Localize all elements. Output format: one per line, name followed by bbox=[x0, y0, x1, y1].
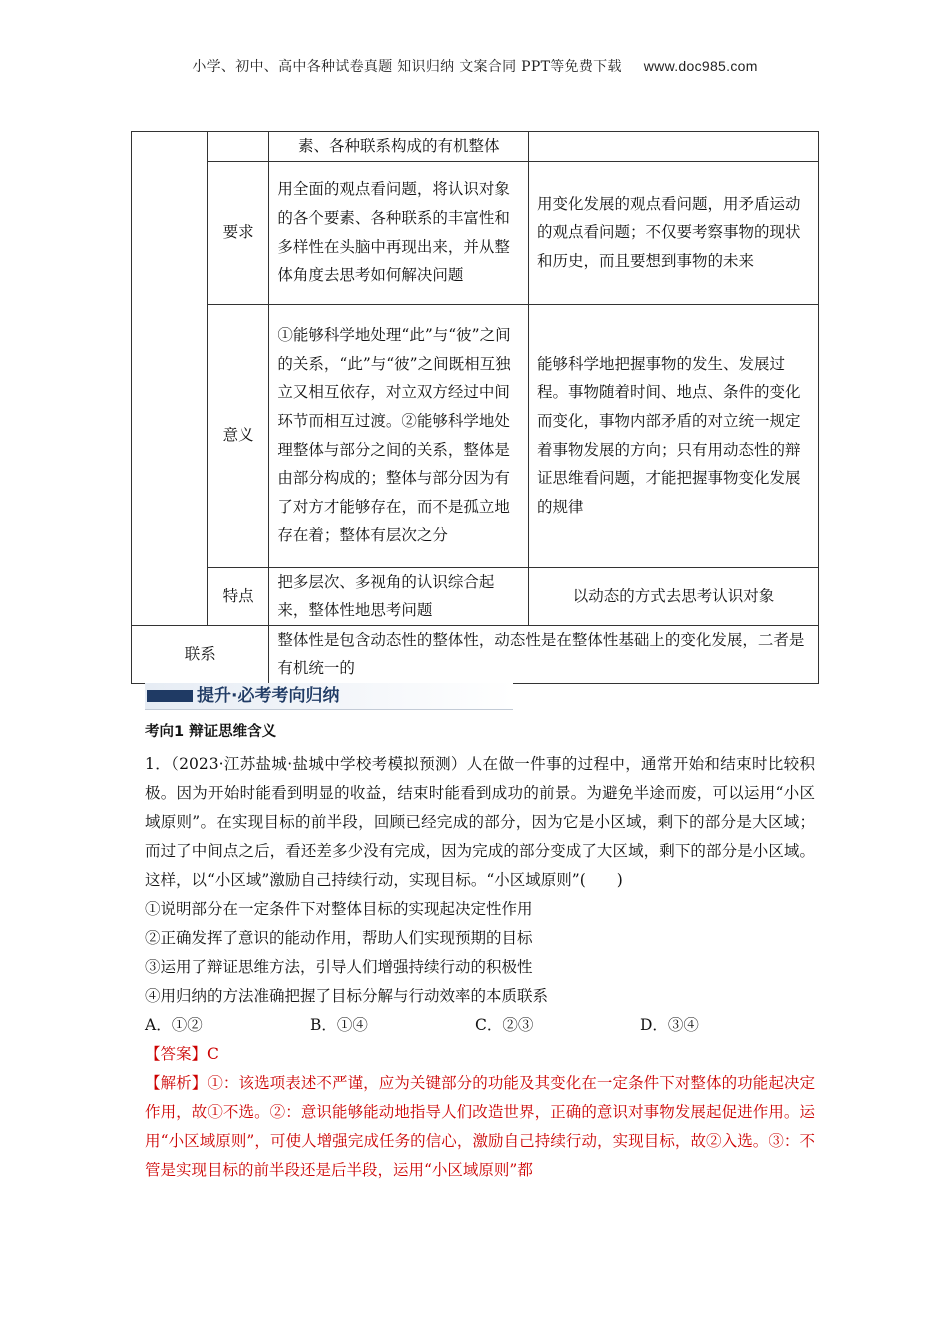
table-cell: 以动态的方式去思考认识对象 bbox=[529, 567, 819, 625]
question-option: ④用归纳的方法准确把握了目标分解与行动效率的本质联系 bbox=[145, 987, 549, 1005]
question-option: ①说明部分在一定条件下对整体目标的实现起决定性作用 bbox=[145, 900, 533, 918]
table-row bbox=[132, 625, 819, 683]
table-empty-cell bbox=[207, 132, 269, 162]
answer-choices bbox=[145, 1011, 815, 1040]
table-row bbox=[132, 567, 819, 625]
choice-d: D．③④ bbox=[640, 1016, 699, 1034]
question-stem: 1．（2023·江苏盐城·盐城中学校考模拟预测）人在做一件事的过程中，通常开始和结束时比较积极。因为开始时能看到明显的收益，结束时能看到成功的前景。为避免半途而废，可以运用“小区域原则”。在实现目标的前半段，回顾已经完成的部分，因为它是小区域，剩下的部分是大区域；而过了中间点之后，看还差多少没有完成，因为完成的部分变成了大区域，剩下的部分是小区域。这样，以“小区域”激励自己持续行动，实现目标。“小区域原则”( ) bbox=[145, 755, 815, 889]
banner-title: 提升·必考考向归纳 bbox=[197, 686, 340, 706]
row-label-relation: 联系 bbox=[132, 625, 269, 683]
table-row bbox=[132, 304, 819, 567]
table-cell: 整体性是包含动态性的整体性，动态性是在整体性基础上的变化发展，二者是有机统一的 bbox=[269, 625, 819, 683]
section-title: 考向1 辩证思维含义 bbox=[145, 724, 277, 740]
row-label-significance: 意义 bbox=[207, 304, 269, 567]
table-row bbox=[132, 132, 819, 162]
table-empty-cell bbox=[132, 132, 208, 626]
page-header bbox=[0, 56, 950, 76]
row-label-feature: 特点 bbox=[207, 567, 269, 625]
analysis-body: ①：该选项表述不严谨，应为关键部分的功能及其变化在一定条件下对整体的功能起决定作用，故①不选。②：意识能够能动地指导人们改造世界，正确的意识对事物发展起促进作用。运用“小区域原则”，可使人增强完成任务的信心，激励自己持续行动，实现目标，故②入选。③：不管是实现目标的前半段还是后半段，运用“小区域原则”都 bbox=[145, 1074, 815, 1179]
table-cell: 把多层次、多视角的认识综合起来，整体性地思考问题 bbox=[269, 567, 529, 625]
table-cell: ①能够科学地处理“此”与“彼”之间的关系，“此”与“彼”之间既相互独立又相互依存，对立双方经过中间环节而相互过渡。②能够科学地处理整体与部分之间的关系，整体是由部分构成的；整体与部分因为有了对方才能够存在，而不是孤立地存在着；整体有层次之分 bbox=[269, 304, 529, 567]
question-content bbox=[145, 720, 815, 1185]
question-option: ③运用了辩证思维方法，引导人们增强持续行动的积极性 bbox=[145, 958, 533, 976]
answer-label: 【答案】 bbox=[145, 1045, 208, 1063]
answer-line bbox=[145, 1040, 815, 1069]
table-cell: 能够科学地把握事物的发生、发展过程。事物随着时间、地点、条件的变化而变化，事物内部矛盾的对立统一规定着事物发展的方向；只有用动态性的辩证思维看问题，才能把握事物变化发展的规律 bbox=[529, 304, 819, 567]
table-cell: 素、各种联系构成的有机整体 bbox=[269, 132, 529, 162]
row-label-requirement: 要求 bbox=[207, 161, 269, 304]
section-banner bbox=[145, 683, 513, 710]
choice-c: C．②③ bbox=[475, 1016, 534, 1034]
analysis-label: 【解析】 bbox=[145, 1074, 208, 1092]
choice-b: B．①④ bbox=[310, 1016, 368, 1034]
comparison-table bbox=[131, 131, 819, 684]
header-text: 小学、初中、高中各种试卷真题 知识归纳 文案合同 PPT等免费下载 bbox=[192, 59, 622, 75]
table-cell bbox=[529, 132, 819, 162]
question-option: ②正确发挥了意识的能动作用，帮助人们实现预期的目标 bbox=[145, 929, 533, 947]
choice-a: A．①② bbox=[145, 1016, 203, 1034]
table-cell: 用变化发展的观点看问题，用矛盾运动的观点看问题；不仅要考察事物的现状和历史，而且要想到事物的未来 bbox=[529, 161, 819, 304]
table-row bbox=[132, 161, 819, 304]
banner-bar-decoration bbox=[147, 690, 193, 702]
header-site-link[interactable]: www.doc985.com bbox=[643, 58, 758, 74]
analysis-text bbox=[145, 1069, 815, 1185]
answer-value: C bbox=[207, 1045, 219, 1063]
table-cell: 用全面的观点看问题，将认识对象的各个要素、各种联系的丰富性和多样性在头脑中再现出来，并从整体角度去思考如何解决问题 bbox=[269, 161, 529, 304]
